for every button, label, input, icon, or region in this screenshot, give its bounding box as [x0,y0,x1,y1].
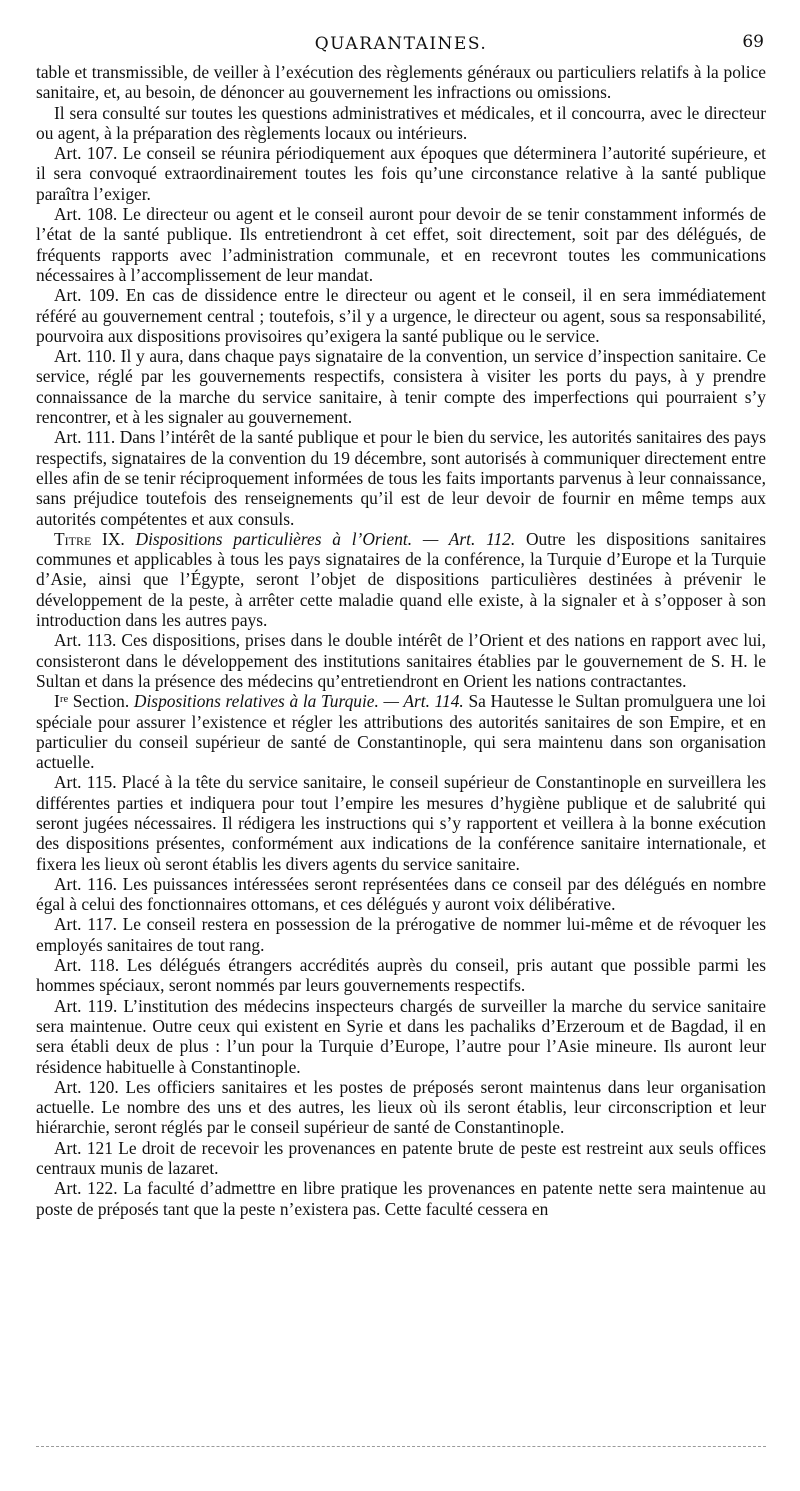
paragraph-text: Le conseil se réunira périodiquement aux époques que déterminera l’autorité supérieure, et il sera convoqué extraordinairement toutes les fois qu’une circonstance relative à la santé publique paraîtra l’exiger. [36,143,766,204]
paragraph-text: Sa Hautesse le Sultan promulguera une loi spéciale pour assurer l’existence et régler les attributions des autorités sanitaires de son Empire, et en particulier du conseil supérieur de santé de Constantinople, qui sera maintenu dans son organisation actuelle. [36,691,767,773]
section-heading: Titre IX. [54,528,125,549]
paragraph-text: Il y aura, dans chaque pays signataire de la convention, un service d’inspection sanitaire. Ce service, réglé par les gouvernements respectifs, consistera à visiter les ports du pays, à y prendre connaissance de la marche du service sanitaire, à tenir compte des imperfections qui pourraient s’y rencontrer, et à les signaler au gouvernement. [36,346,766,428]
article-108 [36,204,766,285]
article-122 [36,1178,766,1219]
article-120 [36,1077,766,1138]
paragraph-text: En cas de dissidence entre le directeur ou agent et le conseil, il en sera immédiatement référé au gouvernement central ; toutefois, s’il y a urgence, le directeur ou agent, sous sa responsabilité, pourvoira aux dispositions provisoires qu’exigera la santé publique ou le service. [36,285,766,346]
paragraph [36,103,766,144]
paragraph-text: Il sera consulté sur toutes les questions administratives et médicales, et il concourra, avec le directeur ou agent, à la préparation des règlements locaux ou intérieurs. [36,102,766,143]
title-ix-article-112 [36,529,766,630]
article-number: Art. 122. [54,1178,118,1199]
article-number: Art. 120. [54,1076,119,1097]
paragraph-text: Le conseil restera en possession de la prérogative de nommer lui-même et de révoquer les employés sanitaires de tout rang. [36,914,766,955]
article-110 [36,346,766,427]
paragraph-text: Placé à la tête du service sanitaire, le conseil supérieur de Constantinople en surveillera les différentes parties et indiquera pour tout l’empire les mesures d’hygiène publique et de salubrité qui seront jugées nécessaires. Il rédigera les instructions qui s’y rapportent et veillera à la bonne exécution des dispositions présentes, conformément aux indications de la conférence sanitaire internationale, et fixera les lieux où seront établis les divers agents du service sanitaire. [36,772,766,874]
article-number: Art. 119. [54,995,118,1016]
paragraph-text: Les puissances intéressées seront représentées dans ce conseil par des délégués en nombre égal à celui des fonctionnaires ottomans, et ces délégués y auront voix délibérative. [36,873,766,915]
article-number: Art. 110. [54,346,116,367]
paragraph-text: L’institution des médecins inspecteurs chargés de surveiller la marche du service sanitaire sera maintenue. Outre ceux qui existent en Syrie et dans les pachaliks d’Erzeroum et de Bagdad, il en sera établi deux de plus : l’un pour la Turquie d’Europe, l’autre pour l’Asie mineure. Ils auront leur résidence habituelle à Constantinople. [36,995,766,1077]
page-number: 69 [742,32,764,52]
article-number: Art. 118. [54,955,120,976]
article-115 [36,772,766,873]
article-number: Art. 116. [54,873,117,894]
article-121 [36,1138,766,1179]
section-heading: Iʳᵉ Section. [54,691,130,712]
article-number: Art. 121 [54,1137,113,1158]
article-111 [36,427,766,528]
article-number: Art. 111. [54,427,116,448]
section-1-article-114 [36,691,766,772]
article-number: Art. 107. [54,143,118,164]
paragraph [36,62,766,103]
paragraph-text: La faculté d’admettre en libre pratique les provenances en patente nette sera maintenue au poste de préposés tant que la peste n’existera pas. Cette faculté cessera en [36,1178,766,1219]
article-number: Art. 109. [54,285,119,306]
paragraph-text: Le directeur ou agent et le conseil auront pour devoir de se tenir constamment informés de l’état de la santé publique. Ils entretiendront à cet effet, soit directement, soit par des délégués, de fréquents rapports avec l’administration communale, et en recevront toutes les communications nécessaires à l’accomplissement de leur mandat. [36,204,766,285]
paragraph-text: Les délégués étrangers accrédités auprès du conseil, pris autant que possible parmi les hommes spéciaux, seront nommés par leurs gouvernements respectifs. [36,955,766,996]
footer-divider [36,1446,766,1447]
article-119 [36,996,766,1077]
article-number: Art. 108. [54,204,118,225]
paragraph-text: Ces dispositions, prises dans le double intérêt de l’Orient et des nations en rapport avec lui, consisteront dans le développement des institutions sanitaires établies par le gouvernement de S. H. le Sultan et dans la présence des médecins qu’entretiendront en Orient les nations contractantes. [36,630,766,691]
running-title: QUARANTAINES. [314,34,488,54]
article-117 [36,914,766,955]
article-number: Art. 113. [54,630,117,651]
article-number: Art. 115. [54,772,117,793]
article-109 [36,285,766,346]
section-title: Dispositions particulières à l’Orient. — Art. 112. [135,528,516,549]
paragraph-text: table et transmissible, de veiller à l’exécution des règlements généraux ou particuliers relatifs à la police sanitaire, et, au besoin, de dénoncer au gouvernement les infractions ou omissions. [36,62,766,103]
section-title: Dispositions relatives à la Turquie. — Art. 114. [133,691,464,712]
body-text [36,62,766,1219]
article-116 [36,874,766,915]
page-header [36,26,766,62]
article-113 [36,630,766,691]
paragraph-text: Outre les dispositions sanitaires communes et applicables à tous les pays signataires de la conférence, la Turquie d’Europe et la Turquie d’Asie, ainsi que l’Égypte, seront l’objet de dispositions particulières destinées à prévenir le développement de la peste, à arrêter cette maladie quand elle existe, à la signaler et à s’opposer à son introduction dans les autres pays. [36,528,766,631]
article-118 [36,955,766,996]
article-number: Art. 117. [54,914,117,935]
paragraph-text: Les officiers sanitaires et les postes de préposés seront maintenus dans leur organisation actuelle. Le nombre des uns et des autres, les lieux où ils seront établis, leur circonscription et leur hiérarchie, seront réglés par le conseil supérieur de santé de Constantinople. [36,1076,766,1138]
paragraph-text: Le droit de recevoir les provenances en patente brute de peste est restreint aux seuls offices centraux munis de lazaret. [36,1137,766,1179]
article-107 [36,143,766,204]
paragraph-text: Dans l’intérêt de la santé publique et pour le bien du service, les autorités sanitaires des pays respectifs, signataires de la convention du 19 décembre, sont autorisés à communiquer directement entre elles afin de se tenir réciproquement informées de tous les faits importants parvenus à leur connaissance, sans préjudice toutefois des renseignements qu’il est de leur devoir de fournir en même temps aux autorités compétentes et aux consuls. [36,427,766,529]
